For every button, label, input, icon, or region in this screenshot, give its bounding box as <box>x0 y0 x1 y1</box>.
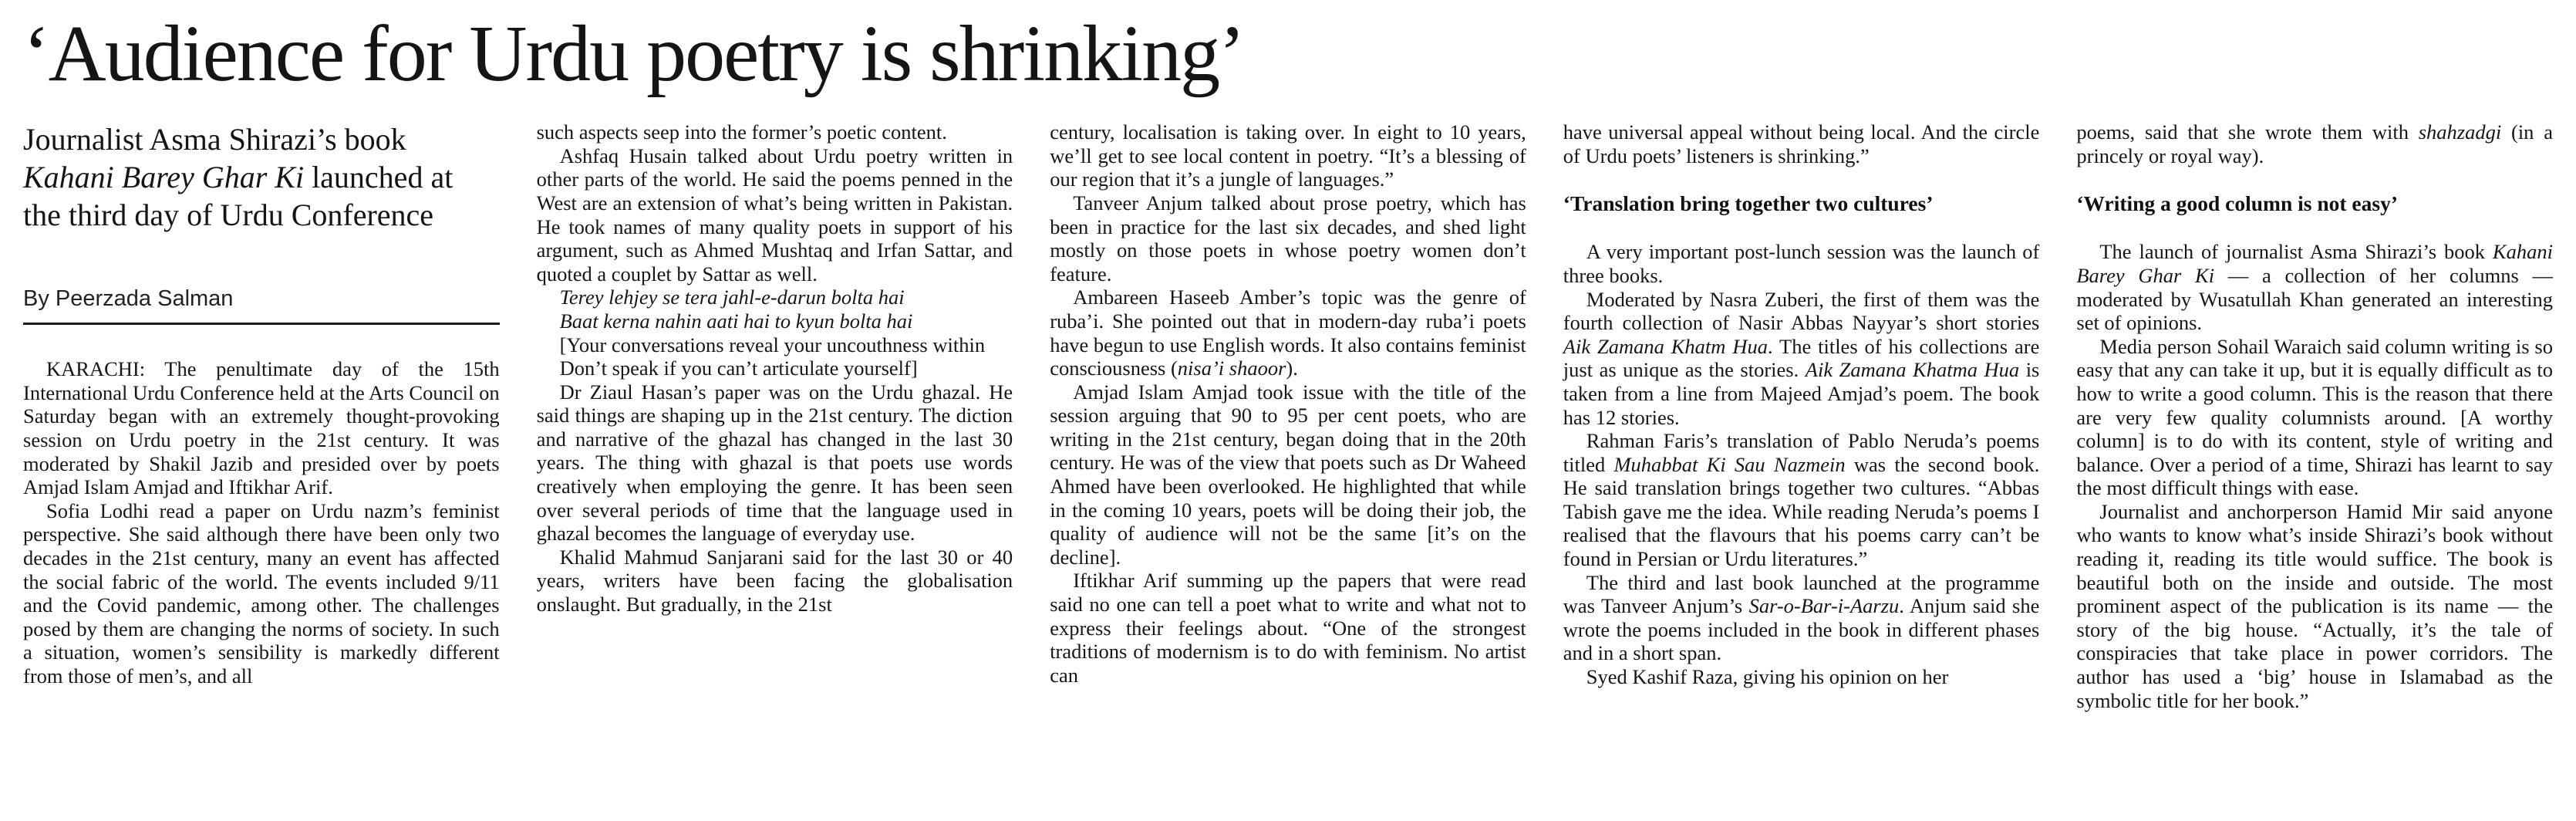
verse-line <box>537 309 1013 333</box>
text-run: Moderated by Nasra Zuberi, the first of them was the fourth collection of Nasir Abbas Nayyar’s short stories <box>1563 287 2040 335</box>
article-column-3 <box>1050 120 1526 687</box>
text-run: have universal appeal without being local. And the circle of Urdu poets’ listeners is shrinking.” <box>1563 120 2040 167</box>
column-body-5 <box>2076 120 2553 712</box>
text-run: Media person Sohail Waraich said column writing is so easy that any can take it up, but it is equally difficult as to how to write a good column. This is the reason that there are very few quality columnists around. [A worthy column] is to do with its content, style of writing and balance. Over a period of a time, Shirazi has learnt to say the most difficult things with ease. <box>2076 334 2553 500</box>
section-subhead <box>2076 191 2553 215</box>
column-body-4 <box>1563 120 2040 688</box>
body-paragraph <box>23 357 500 499</box>
text-run: poems, said that she wrote them with <box>2076 120 2419 144</box>
text-run: The third and last book launched at the programme was Tanveer Anjum’s <box>1563 570 2040 618</box>
italic-text: nisa’i shaoor <box>1177 356 1286 380</box>
text-run: — a collection of her columns — moderated by Wusatullah Khan generated an interesting set of opinions. <box>2076 263 2553 335</box>
section-subhead <box>1563 191 2040 215</box>
article-column-5 <box>2076 120 2553 712</box>
text-run: launched at the third day of Urdu Conference <box>23 160 453 233</box>
italic-text: Baat kerna nahin aati hai to kyun bolta hai <box>559 309 913 333</box>
text-run: Journalist Asma Shirazi’s book <box>23 122 406 157</box>
body-paragraph <box>1563 288 2040 430</box>
body-paragraph <box>1050 285 1526 380</box>
column-body-3 <box>1050 120 1526 687</box>
body-paragraph <box>2076 500 2553 712</box>
italic-text: Aik Zamana Khatma Hua <box>1805 358 2020 382</box>
text-run: A very important post-lunch session was the launch of three books. <box>1563 240 2040 287</box>
body-paragraph <box>2076 240 2553 334</box>
text-run: Rahman Faris’s translation of Pablo Neruda’s poems titled <box>1563 429 2040 476</box>
italic-book-title: Kahani Barey Ghar Ki <box>23 160 305 195</box>
body-paragraph <box>1563 571 2040 665</box>
article-column-4 <box>1563 120 2040 688</box>
body-paragraph <box>1563 665 2040 689</box>
body-paragraph <box>1050 569 1526 687</box>
italic-text: Muhabbat Ki Sau Nazmein <box>1613 452 1846 476</box>
byline-rule <box>23 323 500 325</box>
column-body-1 <box>23 357 500 688</box>
text-run: The launch of journalist Asma Shirazi’s book <box>2099 240 2493 264</box>
italic-text: shahzadgi <box>2418 120 2502 144</box>
body-paragraph <box>537 356 1013 380</box>
text-run: century, localisation is taking over. In eight to 10 years, we’ll get to see local content in poetry. “It’s a blessing of our region that it’s a jungle of languages.” <box>1050 120 1526 191</box>
text-run: (in a princely or royal way). <box>2076 120 2553 167</box>
text-run: . Anjum said she wrote the poems included in the book in different phases and in a short span. <box>1563 594 2040 665</box>
body-paragraph <box>1050 120 1526 191</box>
body-paragraph <box>1563 120 2040 167</box>
text-run: Amjad Islam Amjad took issue with the title of the session arguing that 90 to 95 per cent poets, who are writing in the 21st century, began doing that in the 20th century. He was of the view that poets such as Dr Waheed Ahmed have been overlooked. He highlighted that while in the coming 10 years, poets will be doing their job, the quality of audience will not be the same [it’s on the decline]. <box>1050 380 1526 569</box>
article-headline: ‘Audience for Urdu poetry is shrinking’ <box>23 9 1244 98</box>
body-paragraph <box>2076 335 2553 500</box>
body-paragraph <box>537 333 1013 357</box>
text-run: Dr Ziaul Hasan’s paper was on the Urdu ghazal. He said things are shaping up in the 21st century. The diction and narrative of the ghazal has changed in the last 30 years. The thing with ghazal is that poets use words creatively when employing the genre. It has been seen over several periods of time that the language used in ghazal becomes the language of everyday use. <box>536 380 1013 546</box>
body-paragraph <box>1563 240 2040 287</box>
italic-text: Aik Zamana Khatm Hua <box>1563 334 1768 358</box>
body-paragraph <box>537 546 1013 617</box>
italic-text: Kahani Barey Ghar Ki <box>2076 240 2553 287</box>
text-run: is taken from a line from Majeed Amjad’s poem. The book has 12 stories. <box>1563 358 2040 429</box>
italic-text: Sar-o-Bar-i-Aarzu <box>1748 594 1900 618</box>
text-run: Khalid Mahmud Sanjarani said for the last 30 or 40 years, writers have been facing the globalisation onslaught. But gradually, in the 21st <box>536 545 1013 617</box>
article-columns <box>23 120 2553 712</box>
text-run: Ashfaq Husain talked about Urdu poetry written in other parts of the world. He said the poems penned in the West are an extension of what’s being written in Pakistan. He took names of many quality poets in support of his argument, such as Ahmed Mushtaq and Irfan Sattar, and quoted a couplet by Sattar as well. <box>536 144 1013 285</box>
text-run: Ambareen Haseeb Amber’s topic was the genre of ruba’i. She pointed out that in modern-day ruba’i poets have begun to use English words. It also contains feminist consciousness ( <box>1050 285 1526 380</box>
text-run: [Your conversations reveal your uncouthness within <box>559 333 986 356</box>
verse-line <box>537 285 1013 309</box>
byline: By Peerzada Salman <box>23 286 234 312</box>
body-paragraph <box>537 144 1013 286</box>
body-paragraph <box>1050 191 1526 285</box>
standfirst <box>23 120 470 234</box>
text-run: ). <box>1286 356 1298 380</box>
text-run: Don’t speak if you can’t articulate yourself] <box>559 356 918 380</box>
column-body-2 <box>537 120 1013 616</box>
article-column-2 <box>537 120 1013 616</box>
text-run: Iftikhar Arif summing up the papers that were read said no one can tell a poet what to write and what not to express their feelings about. “One of the strongest traditions of modernism is to do with feminism. No artist can <box>1050 569 1526 687</box>
text-run: Sofia Lodhi read a paper on Urdu nazm’s feminist perspective. She said although there have been only two decades in the 21st century, many an event has affected the social fabric of the world. The events included 9/11 and the Covid pandemic, among other. The challenges posed by them are changing the norms of society. In such a situation, women’s sensibility is markedly different from those of men’s, and all <box>23 498 500 688</box>
text-run: ‘Writing a good column is not easy’ <box>2076 191 2398 216</box>
text-run: Tanveer Anjum talked about prose poetry, which has been in practice for the last six decades, and shed light mostly on those poets in whose poetry women don’t feature. <box>1050 191 1526 285</box>
body-paragraph <box>23 499 500 688</box>
text-run: KARACHI: The penultimate day of the 15th International Urdu Conference held at the Arts Council on Saturday began with an extremely thought-provoking session on Urdu poetry in the 21st century. It was moderated by Shakil Jazib and presided over by poets Amjad Islam Amjad and Iftikhar Arif. <box>23 357 500 499</box>
text-run: Syed Kashif Raza, giving his opinion on her <box>1586 665 1949 689</box>
body-paragraph <box>1050 380 1526 569</box>
text-run: such aspects seep into the former’s poetic content. <box>536 120 947 144</box>
body-paragraph <box>2076 120 2553 167</box>
text-run: was the second book. He said translation brings together two cultures. “Abbas Tabish gave me the idea. While reading Neruda’s poems I realised that the flavours that his poems carry can’t be found in Persian or Urdu literatures.” <box>1563 452 2040 571</box>
text-run: ‘Translation bring together two cultures’ <box>1563 191 1934 216</box>
body-paragraph <box>1563 429 2040 571</box>
italic-text: Terey lehjey se tera jahl-e-darun bolta hai <box>559 285 905 309</box>
article-column-1 <box>23 120 500 688</box>
body-paragraph <box>537 380 1013 546</box>
body-paragraph <box>537 120 1013 144</box>
text-run: . The titles of his collections are just as unique as the stories. <box>1563 334 2040 382</box>
text-run: Journalist and anchorperson Hamid Mir said anyone who wants to know what’s inside Shirazi’s book without reading it, reading its title would suffice. The book is beautiful both on the inside and outside. The most prominent aspect of the publication is its name — the story of the big house. “Actually, it’s the tale of conspiracies that take place in power corridors. The author has used a ‘big’ house in Islamabad as the symbolic title for her book.” <box>2076 499 2553 712</box>
